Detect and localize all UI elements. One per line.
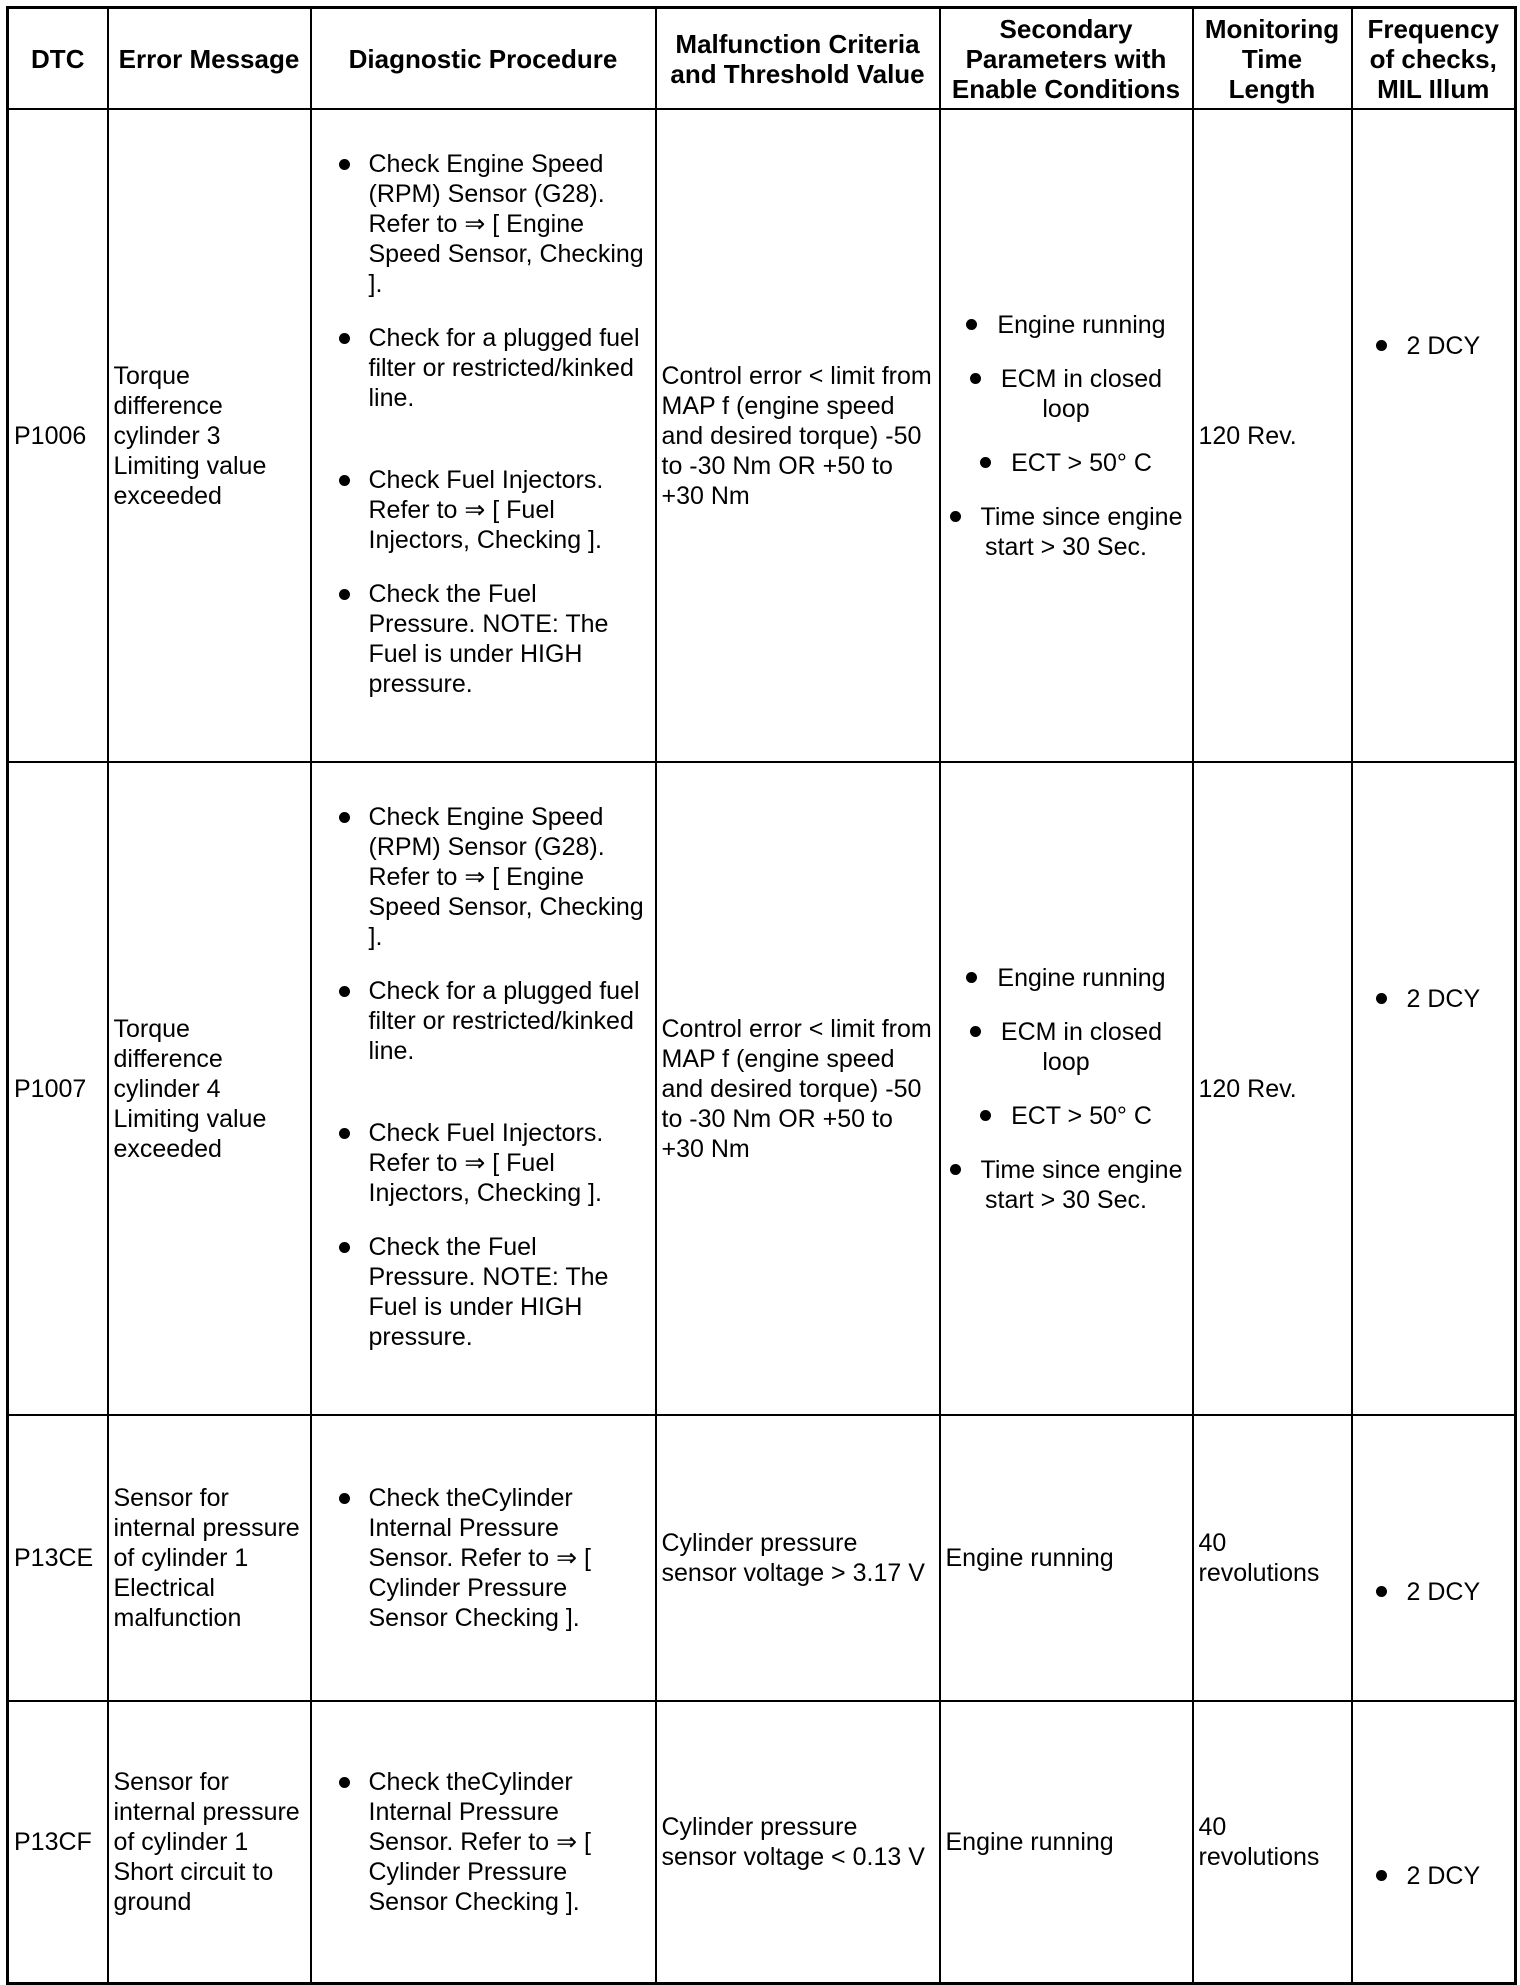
procedure-step: Check Fuel Injectors. Refer to ⇒ [ Fuel Injectors, Checking ]. xyxy=(317,465,650,555)
diagnostic-procedure xyxy=(311,762,656,1415)
header-dtc: DTC xyxy=(8,8,108,110)
enable-condition: ECM in closed loop xyxy=(950,1017,1183,1077)
header-diagnostic-procedure: Diagnostic Procedure xyxy=(311,8,656,110)
header-frequency: Frequency of checks, MIL Illum xyxy=(1352,8,1516,110)
error-message: Torque difference cylinder 4 Limiting value exceeded xyxy=(108,762,311,1415)
header-malfunction-criteria: Malfunction Criteria and Threshold Value xyxy=(656,8,940,110)
table-row xyxy=(8,1701,1516,1984)
dtc-code: P13CE xyxy=(8,1415,108,1701)
bullet-icon xyxy=(1376,340,1387,351)
malfunction-criteria: Cylinder pressure sensor voltage > 3.17 V xyxy=(656,1415,940,1701)
diagnostic-procedure xyxy=(311,1701,656,1984)
frequency xyxy=(1352,109,1516,762)
monitoring-time: 40 revolutions xyxy=(1193,1701,1352,1984)
enable-condition: ECT > 50° C xyxy=(950,448,1183,478)
table-row xyxy=(8,1415,1516,1701)
bullet-icon xyxy=(1376,1870,1387,1881)
bullet-icon xyxy=(966,319,977,330)
table-row xyxy=(8,762,1516,1415)
bullet-icon xyxy=(950,511,961,522)
dtc-code: P13CF xyxy=(8,1701,108,1984)
procedure-step: Check for a plugged fuel filter or restricted/kinked line. xyxy=(317,976,650,1066)
monitoring-time: 120 Rev. xyxy=(1193,762,1352,1415)
enable-conditions: Engine running xyxy=(940,1415,1193,1701)
procedure-step: Check theCylinder Internal Pressure Sensor. Refer to ⇒ [ Cylinder Pressure Sensor Checking ]. xyxy=(317,1483,650,1633)
diagnostic-procedure xyxy=(311,109,656,762)
malfunction-criteria: Cylinder pressure sensor voltage < 0.13 V xyxy=(656,1701,940,1984)
monitoring-time: 120 Rev. xyxy=(1193,109,1352,762)
bullet-icon xyxy=(1376,1586,1387,1597)
frequency xyxy=(1352,1415,1516,1701)
dtc-code: P1006 xyxy=(8,109,108,762)
frequency-value: 2 DCY xyxy=(1406,331,1481,360)
header-monitoring-time: Monitoring Time Length xyxy=(1193,8,1352,110)
bullet-icon xyxy=(966,972,977,983)
procedure-step: Check for a plugged fuel filter or restricted/kinked line. xyxy=(317,323,650,413)
diagnostic-procedure xyxy=(311,1415,656,1701)
header-secondary-parameters: Secondary Parameters with Enable Conditions xyxy=(940,8,1193,110)
procedure-step: Check Engine Speed (RPM) Sensor (G28). Refer to ⇒ [ Engine Speed Sensor, Checking ]. xyxy=(317,802,650,952)
enable-conditions xyxy=(940,762,1193,1415)
frequency-value: 2 DCY xyxy=(1406,984,1481,1013)
procedure-step: Check the Fuel Pressure. NOTE: The Fuel is under HIGH pressure. xyxy=(317,1232,650,1352)
dtc-code: P1007 xyxy=(8,762,108,1415)
procedure-step: Check theCylinder Internal Pressure Sensor. Refer to ⇒ [ Cylinder Pressure Sensor Checking ]. xyxy=(317,1767,650,1917)
enable-condition: Time since engine start > 30 Sec. xyxy=(950,1155,1183,1215)
error-message: Torque difference cylinder 3 Limiting value exceeded xyxy=(108,109,311,762)
frequency xyxy=(1352,762,1516,1415)
malfunction-criteria: Control error < limit from MAP f (engine speed and desired torque) -50 to -30 Nm OR +50 to +30 Nm xyxy=(656,762,940,1415)
bullet-icon xyxy=(970,373,981,384)
frequency-value: 2 DCY xyxy=(1406,1578,1481,1606)
procedure-step: Check Fuel Injectors. Refer to ⇒ [ Fuel Injectors, Checking ]. xyxy=(317,1118,650,1208)
bullet-icon xyxy=(970,1026,981,1037)
enable-condition: Time since engine start > 30 Sec. xyxy=(950,502,1183,562)
bullet-icon xyxy=(950,1164,961,1175)
bullet-icon xyxy=(980,1110,991,1121)
enable-conditions xyxy=(940,109,1193,762)
monitoring-time: 40 revolutions xyxy=(1193,1415,1352,1701)
malfunction-criteria: Control error < limit from MAP f (engine speed and desired torque) -50 to -30 Nm OR +50 to +30 Nm xyxy=(656,109,940,762)
enable-condition: ECM in closed loop xyxy=(950,364,1183,424)
enable-condition: Engine running xyxy=(950,310,1183,340)
table-header-row xyxy=(8,8,1516,110)
enable-condition: Engine running xyxy=(950,963,1183,993)
header-error-message: Error Message xyxy=(108,8,311,110)
bullet-icon xyxy=(1376,993,1387,1004)
procedure-step: Check the Fuel Pressure. NOTE: The Fuel is under HIGH pressure. xyxy=(317,579,650,699)
error-message: Sensor for internal pressure of cylinder 1 Electrical malfunction xyxy=(108,1415,311,1701)
bullet-icon xyxy=(980,457,991,468)
frequency-value: 2 DCY xyxy=(1406,1862,1481,1890)
dtc-document xyxy=(6,6,1514,1916)
frequency xyxy=(1352,1701,1516,1984)
table-row xyxy=(8,109,1516,762)
error-message: Sensor for internal pressure of cylinder 1 Short circuit to ground xyxy=(108,1701,311,1984)
procedure-step: Check Engine Speed (RPM) Sensor (G28). Refer to ⇒ [ Engine Speed Sensor, Checking ]. xyxy=(317,149,650,299)
dtc-table xyxy=(6,6,1517,1985)
enable-conditions: Engine running xyxy=(940,1701,1193,1984)
enable-condition: ECT > 50° C xyxy=(950,1101,1183,1131)
